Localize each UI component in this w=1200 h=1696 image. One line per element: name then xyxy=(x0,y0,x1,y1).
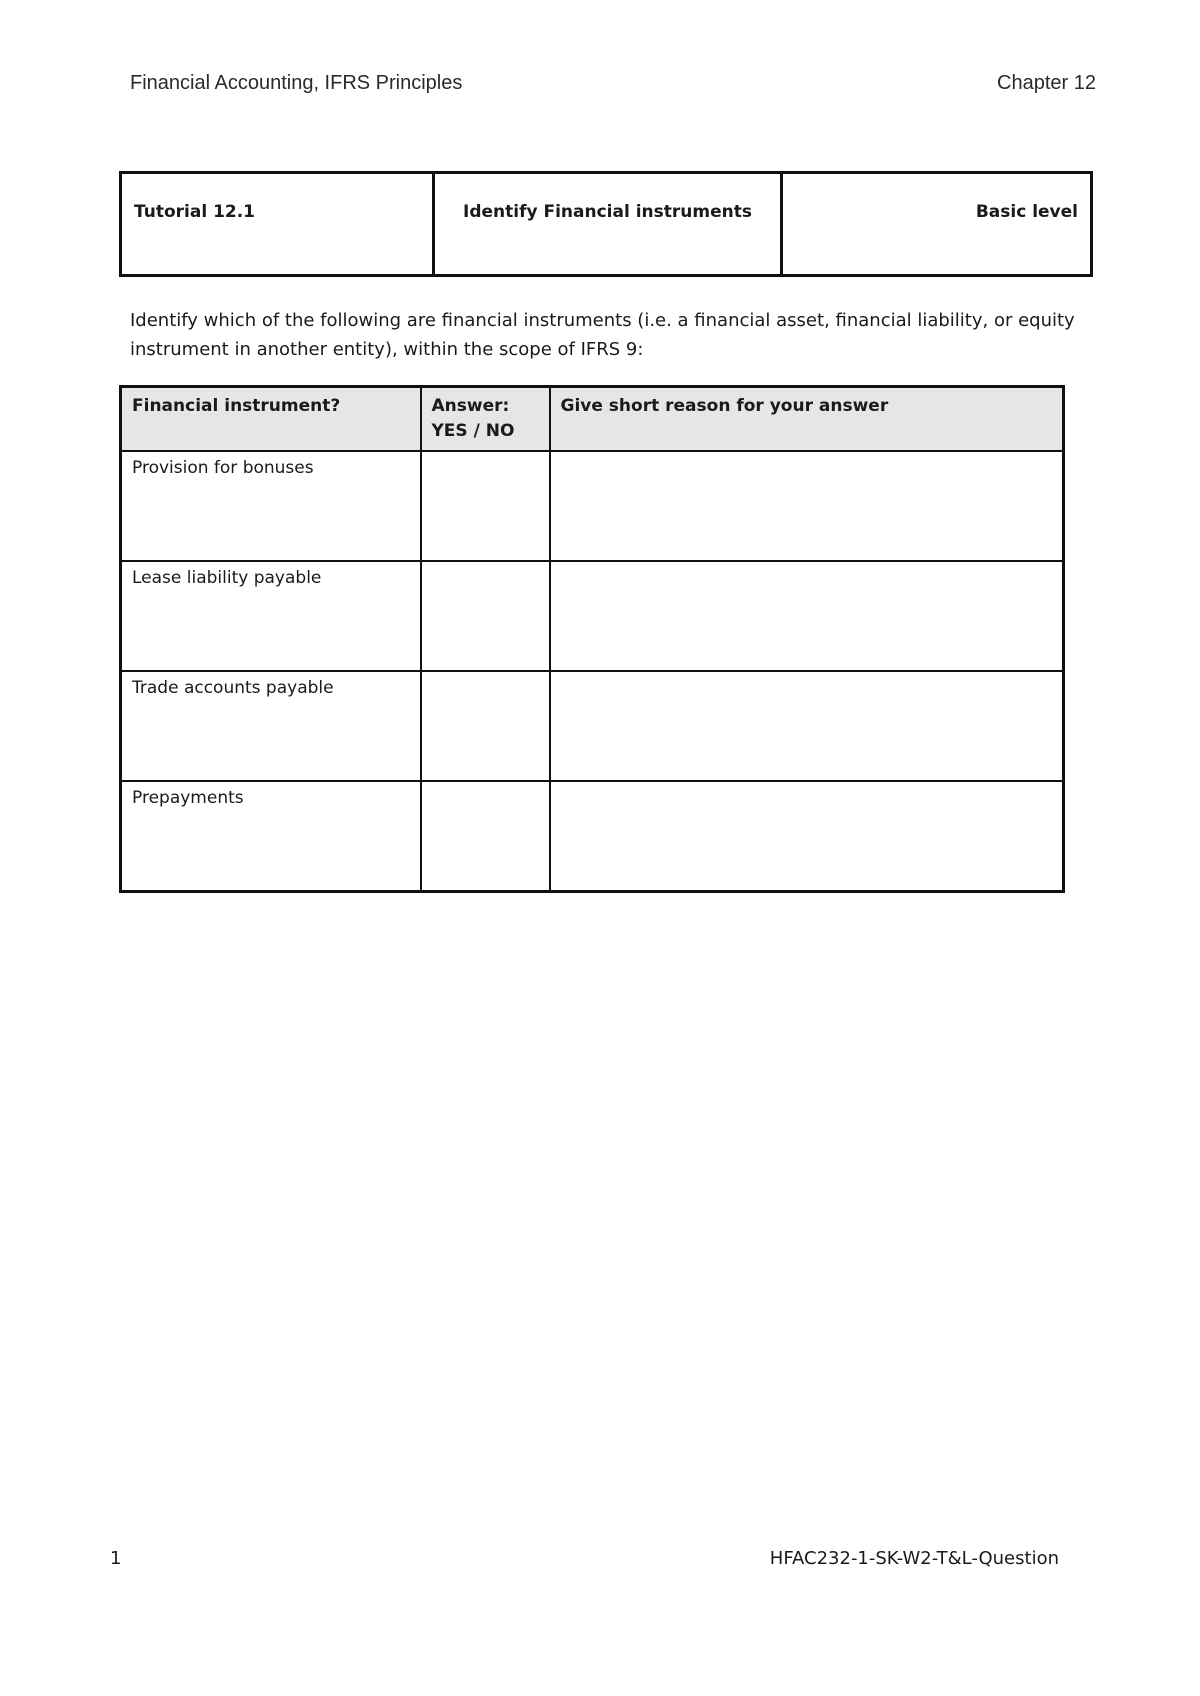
header-reason: Give short reason for your answer xyxy=(550,387,1064,452)
row-reason-cell[interactable] xyxy=(550,561,1064,671)
table-row xyxy=(121,561,1064,671)
page-number: 1 xyxy=(110,1548,122,1569)
tutorial-number: Tutorial 12.1 xyxy=(122,174,435,274)
row-answer-cell[interactable] xyxy=(421,561,550,671)
question-table xyxy=(119,385,1065,893)
row-item-label: Trade accounts payable xyxy=(121,671,421,781)
tutorial-title-box xyxy=(119,171,1093,277)
tutorial-topic: Identify Financial instruments xyxy=(435,174,783,274)
row-item-label: Provision for bonuses xyxy=(121,451,421,561)
running-header-chapter: Chapter 12 xyxy=(997,72,1096,94)
running-header-title: Financial Accounting, IFRS Principles xyxy=(130,72,463,94)
table-row xyxy=(121,671,1064,781)
header-answer xyxy=(421,387,550,452)
tutorial-level: Basic level xyxy=(975,202,1078,222)
header-answer-label: Answer: xyxy=(431,396,510,416)
header-financial-instrument: Financial instrument? xyxy=(121,387,421,452)
table-header-row xyxy=(121,387,1064,452)
row-answer-cell[interactable] xyxy=(421,671,550,781)
row-answer-cell[interactable] xyxy=(421,781,550,891)
document-code: HFAC232-1-SK-W2-T&L-Question xyxy=(769,1548,1059,1569)
table-row xyxy=(121,781,1064,891)
row-reason-cell[interactable] xyxy=(550,451,1064,561)
row-item-label: Prepayments xyxy=(121,781,421,891)
table-row xyxy=(121,451,1064,561)
instructions-text: Identify which of the following are financial instruments (i.e. a financial asset, financial liability, or equity instrument in another entity), within the scope of IFRS 9: xyxy=(130,310,1075,360)
header-answer-options: YES / NO xyxy=(431,421,515,441)
row-answer-cell[interactable] xyxy=(421,451,550,561)
row-reason-cell[interactable] xyxy=(550,671,1064,781)
row-item-label: Lease liability payable xyxy=(121,561,421,671)
row-reason-cell[interactable] xyxy=(550,781,1064,891)
